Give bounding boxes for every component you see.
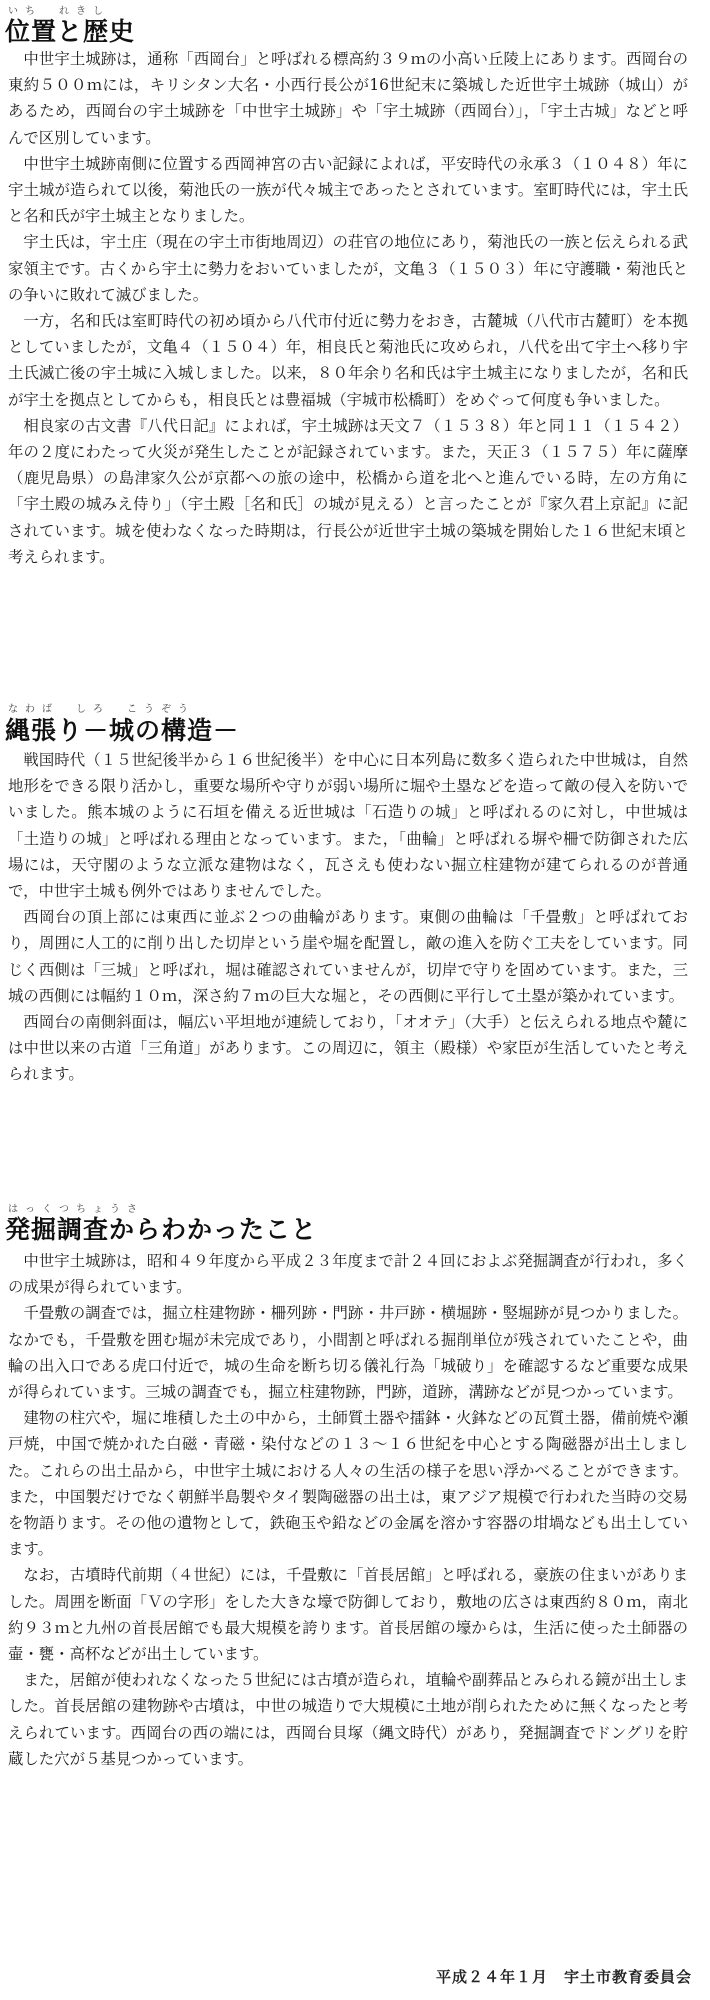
- section1-heading: 位置と歴史: [5, 17, 136, 46]
- section1-ruby: いち れきし: [8, 6, 110, 17]
- section3-paragraph: また，居館が使われなくなった５世紀には古墳が造られ，埴輪や副葬品とみられる鏡が出土しました。首長居館の建物跡や古墳は，中世の城造りで大規模に土地が削られたために無くなったと考えられています。西岡台の西の端には，西岡台貝塚（縄文時代）があり，発掘調査でドングリを貯蔵した穴が５基見つかっています。: [8, 1671, 688, 1768]
- section3-paragraph: 中世宇土城跡は，昭和４９年度から平成２３年度まで計２４回におよぶ発掘調査が行われ，多くの成果が得られています。: [8, 1252, 688, 1297]
- section1-paragraph: 中世宇土城跡南側に位置する西岡神宮の古い記録によれば，平安時代の永承３（１０４８）年に宇土城が造られて以後，菊池氏の一族が代々城主であったとされています。室町時代には，宇土氏と名和氏が宇土城主となりました。: [8, 154, 688, 226]
- section1-body: [8, 46, 688, 570]
- footer-credit: 平成２４年１月 宇土市教育委員会: [435, 1968, 692, 1986]
- section3-paragraph: 千畳敷の調査では，掘立柱建物跡・柵列跡・門跡・井戸跡・横堀跡・竪堀跡が見つかりました。なかでも，千畳敷を囲む堀が未完成であり，小間割と呼ばれる掘削単位が残されていたことや，曲輪の出入口である虎口付近で，城の生命を断ち切る儀礼行為「城破り」を確認するなど重要な成果が得られています。三城の調査でも，掘立柱建物跡，門跡，道跡，溝跡などが見つかっています。: [8, 1304, 688, 1402]
- section3-body: [8, 1248, 688, 1772]
- section2-ruby: なわば しろ こうぞう: [8, 704, 195, 715]
- section1-paragraph: 相良家の古文書『八代日記』によれば，宇土城跡は天文７（１５３８）年と同１１（１５４２）年の２度にわたって火災が発生したことが記録されています。また，天正３（１５７５）年に薩摩（鹿児島県）の島津家久公が京都への旅の途中，松橋から道を北へと進んでいる時，左の方角に「宇土殿の城みえ侍り」（宇土殿［名和氏］の城が見える）と言ったことが『家久君上京記』に記されています。城を使わなくなった時期は，行長公が近世宇土城の築城を開始した１６世紀末頃と考えられます。: [8, 416, 688, 566]
- section3-ruby: はっくつちょうさ: [8, 1204, 144, 1215]
- section1-paragraph: 中世宇土城跡は，通称「西岡台」と呼ばれる標高約３９ｍの小高い丘陵上にあります。西岡台の東約５００ｍには，キリシタン大名・小西行長公が16世紀末に築城した近世宇土城跡（城山）があるため，西岡台の宇土城跡を「中世宇土城跡」や「宇土城跡（西岡台）」，「宇土古城」などと呼んで区別しています。: [8, 50, 688, 147]
- section2-body: [8, 747, 688, 1088]
- section2-heading: 縄張り－城の構造－: [5, 716, 240, 745]
- section1-paragraph: 一方，名和氏は室町時代の初め頃から八代市付近に勢力をおき，古麓城（八代市古麓町）を本拠としていましたが，文亀４（１５０４）年，相良氏と菊池氏に攻められ，八代を出て宇土へ移り宇土氏滅亡後の宇土城に入城しました。以来，８０年余り名和氏は宇土城主になりましたが，名和氏が宇土を拠点としてからも，相良氏とは豊福城（宇城市松橋町）をめぐって何度も争いました。: [8, 312, 688, 409]
- section3-heading: 発掘調査からわかったこと: [5, 1215, 318, 1244]
- section1-paragraph: 宇土氏は，宇土庄（現在の宇土市街地周辺）の荘官の地位にあり，菊池氏の一族と伝えられる武家領主です。古くから宇土に勢力をおいていましたが，文亀３（１５０３）年に守護職・菊池氏との争いに敗れて滅びました。: [8, 233, 688, 304]
- section2-paragraph: 西岡台の南側斜面は，幅広い平坦地が連続しており，「オオテ」（大手）と伝えられる地点や麓には中世以来の古道「三角道」があります。この周辺に，領主（殿様）や家臣が生活していたと考えられます。: [8, 1013, 688, 1084]
- section3-paragraph: なお，古墳時代前期（４世紀）には，千畳敷に「首長居館」と呼ばれる，豪族の住まいがありました。周囲を断面「Ｖの字形」をした大きな壕で防御しており，敷地の広さは東西約８０ｍ，南北約９３ｍと九州の首長居館でも最大規模を誇ります。首長居館の壕からは，生活に使った土師器の壷・甕・高杯などが出土しています。: [8, 1566, 688, 1664]
- section2-paragraph: 西岡台の頂上部には東西に並ぶ２つの曲輪があります。東側の曲輪は「千畳敷」と呼ばれており，周囲に人工的に削り出した切岸という崖や堀を配置し，敵の進入を防ぐ工夫をしています。同じく西側は「三城」と呼ばれ，堀は確認されていませんが，切岸で守りを固めています。また，三城の西側には幅約１０ｍ，深さ約７ｍの巨大な堀と，その西側に平行して土塁が築かれています。: [8, 908, 688, 1005]
- section3-paragraph: 建物の柱穴や，堀に堆積した土の中から，土師質土器や擂鉢・火鉢などの瓦質土器，備前焼や瀬戸焼，中国で焼かれた白磁・青磁・染付などの１３～１６世紀を中心とする陶磁器が出土しました。これらの出土品から，中世宇土城における人々の生活の様子を思い浮かべることができます。また，中国製だけでなく朝鮮半島製やタイ製陶磁器の出土は，東アジア規模で行われた当時の交易を物語ります。その他の遺物として，鉄砲玉や鉛などの金属を溶かす容器の坩堝なども出土しています。: [8, 1409, 688, 1559]
- section2-paragraph: 戦国時代（１５世紀後半から１６世紀後半）を中心に日本列島に数多く造られた中世城は，自然地形をできる限り活かし，重要な場所や守りが弱い場所に堀や土塁などを造って敵の侵入を防いでいました。熊本城のように石垣を備える近世城は「石造りの城」と呼ばれるのに対し，中世城は「土造りの城」と呼ばれる理由となっています。また，「曲輪」と呼ばれる塀や柵で防御された広場には，天守閣のような立派な建物はなく，瓦さえも使わない掘立柱建物が建てられるのが普通で，中世宇土城も例外ではありませんでした。: [8, 751, 688, 901]
